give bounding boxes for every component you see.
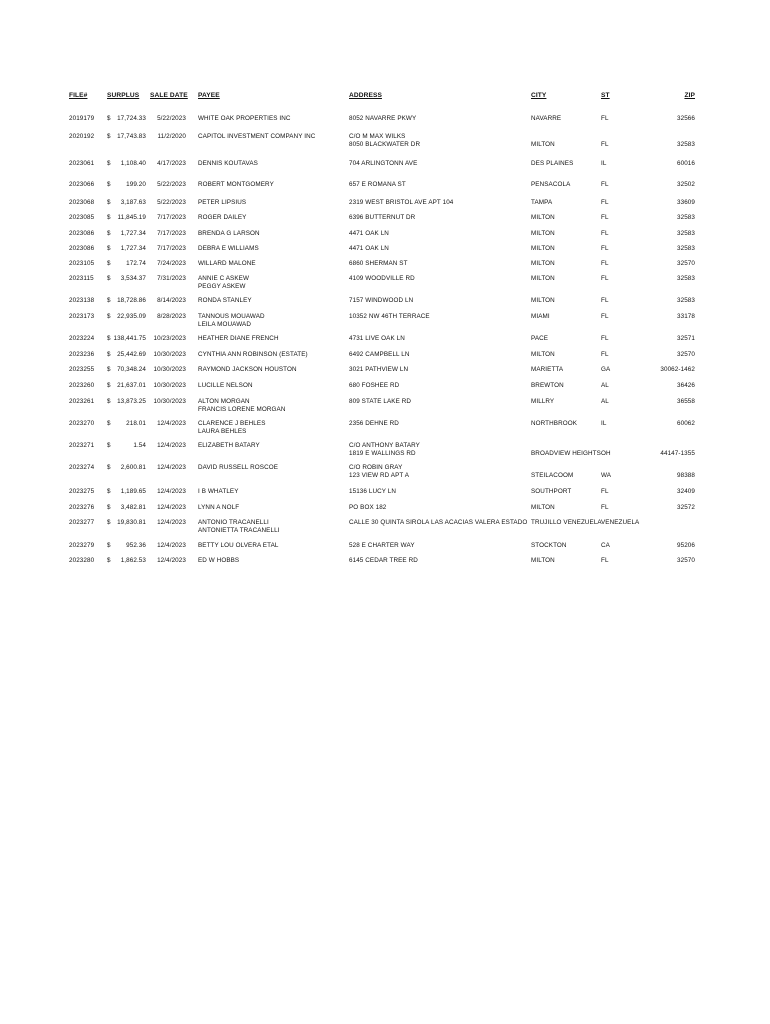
- sale-date: 12/4/2023: [157, 488, 186, 495]
- surplus-amount: 70,348.24: [117, 366, 146, 373]
- zip: 32583: [676, 297, 695, 304]
- address: [349, 230, 389, 238]
- city: MILTON: [531, 275, 555, 282]
- state: FL: [601, 335, 609, 342]
- address: [349, 557, 418, 565]
- sale-date: 10/30/2023: [153, 366, 186, 373]
- currency-symbol: $: [107, 199, 111, 206]
- header-zip: ZIP: [684, 92, 695, 99]
- city: MILTON: [531, 297, 555, 304]
- zip: 32572: [676, 504, 695, 511]
- sale-date: 8/28/2023: [157, 313, 186, 320]
- currency-symbol: $: [107, 181, 111, 188]
- header-payee: PAYEE: [198, 92, 220, 99]
- city: BREWTON: [531, 382, 564, 389]
- surplus-amount: 1.54: [133, 442, 146, 449]
- city: MILTON: [531, 214, 555, 221]
- address: [349, 542, 415, 550]
- payee-line: ELIZABETH BATARY: [198, 442, 260, 449]
- file-number: 2023224: [69, 335, 95, 342]
- currency-symbol: $: [107, 382, 111, 389]
- state: FL: [601, 141, 609, 148]
- payee-line: CAPITOL INVESTMENT COMPANY INC: [198, 133, 316, 140]
- payee: [198, 366, 297, 374]
- payee-line: PETER LIPSIUS: [198, 199, 247, 206]
- payee-line: DEBRA E WILLIAMS: [198, 245, 259, 252]
- address: [349, 442, 420, 458]
- state: IL: [601, 420, 607, 427]
- zip: 32583: [676, 141, 695, 148]
- file-number: 2023115: [69, 275, 94, 282]
- currency-symbol: $: [107, 488, 111, 495]
- currency-symbol: $: [107, 214, 111, 221]
- surplus-amount: 17,724.33: [117, 115, 146, 122]
- currency-symbol: $: [107, 115, 111, 122]
- address: [349, 366, 408, 374]
- file-number: 2023061: [69, 160, 95, 167]
- address-line: C/O M MAX WILKS: [349, 133, 406, 140]
- city: MILTON: [531, 260, 555, 267]
- payee: [198, 160, 258, 168]
- city: TRUJILLO VENEZUELA: [531, 519, 602, 526]
- address-line: 4471 OAK LN: [349, 230, 389, 237]
- zip: 36558: [676, 398, 695, 405]
- address-line: 2356 DEHNE RD: [349, 420, 399, 427]
- city: MARIETTA: [531, 366, 564, 373]
- address-line: 1819 E WALLINGS RD: [349, 450, 416, 457]
- state: FL: [601, 275, 609, 282]
- currency-symbol: $: [107, 542, 111, 549]
- currency-symbol: $: [107, 557, 111, 564]
- payee: [198, 335, 279, 343]
- address: [349, 275, 415, 283]
- payee-line: RONDA STANLEY: [198, 297, 252, 304]
- payee: [198, 199, 246, 207]
- table-header: [0, 92, 770, 106]
- surplus-amount: 18,728.86: [117, 297, 146, 304]
- payee: [198, 557, 239, 565]
- payee: [198, 214, 246, 222]
- state: IL: [601, 160, 607, 167]
- address-line: 7157 WINDWOOD LN: [349, 297, 414, 304]
- file-number: 2023277: [69, 519, 95, 526]
- surplus-amount: 3,534.37: [120, 275, 146, 282]
- surplus-amount: 1,727.34: [120, 230, 146, 237]
- zip: 32583: [676, 245, 695, 252]
- payee-line: LUCILLE NELSON: [198, 382, 253, 389]
- state: FL: [601, 214, 609, 221]
- zip: 33609: [676, 199, 695, 206]
- surplus-amount: 21,637.01: [117, 382, 146, 389]
- address-line: 15136 LUCY LN: [349, 488, 397, 495]
- zip: 95206: [676, 542, 695, 549]
- address-line: 4731 LIVE OAK LN: [349, 335, 405, 342]
- payee: [198, 420, 266, 436]
- state: FL: [601, 245, 609, 252]
- header-sale-date: SALE DATE: [150, 92, 188, 99]
- file-number: 2023138: [69, 297, 95, 304]
- file-number: 2023105: [69, 260, 95, 267]
- city: MILTON: [531, 557, 555, 564]
- address: [349, 420, 399, 428]
- address-line: 657 E ROMANA ST: [349, 181, 406, 188]
- state: FL: [601, 297, 609, 304]
- file-number: 2023274: [69, 464, 95, 471]
- zip: 32570: [676, 557, 695, 564]
- zip: 60062: [676, 420, 695, 427]
- payee: [198, 260, 256, 268]
- payee: [198, 382, 253, 390]
- currency-symbol: $: [107, 504, 111, 511]
- state: AL: [601, 398, 609, 405]
- city: DES PLAINES: [531, 160, 574, 167]
- payee-line: ANNIE C ASKEW: [198, 275, 249, 282]
- city: TAMPA: [531, 199, 553, 206]
- address: [349, 335, 405, 343]
- sale-date: 12/4/2023: [157, 557, 186, 564]
- payee: [198, 351, 308, 359]
- payee-line: I B WHATLEY: [198, 488, 239, 495]
- currency-symbol: $: [107, 420, 111, 427]
- state: FL: [601, 115, 609, 122]
- state: VENEZUELA: [601, 519, 640, 526]
- surplus-amount: 25,442.69: [117, 351, 146, 358]
- payee: [198, 297, 252, 305]
- city: MILTON: [531, 141, 555, 148]
- address-line: 2319 WEST BRISTOL AVE APT 104: [349, 199, 454, 206]
- currency-symbol: $: [107, 442, 111, 449]
- file-number: 2023260: [69, 382, 95, 389]
- address: [349, 133, 420, 149]
- address-line: 8052 NAVARRE PKWY: [349, 115, 417, 122]
- zip: 32502: [676, 181, 695, 188]
- header-city: CITY: [531, 92, 547, 99]
- file-number: 2023066: [69, 181, 95, 188]
- file-number: 2023279: [69, 542, 95, 549]
- address-line: 528 E CHARTER WAY: [349, 542, 415, 549]
- state: FL: [601, 504, 609, 511]
- sale-date: 5/22/2023: [157, 181, 186, 188]
- payee: [198, 230, 260, 238]
- zip: 32570: [676, 351, 695, 358]
- surplus-amount: 17,743.83: [117, 133, 146, 140]
- surplus-amount: 13,873.25: [117, 398, 146, 405]
- surplus-amount: 952.36: [126, 542, 146, 549]
- address: [349, 398, 411, 406]
- address-line: 6492 CAMPBELL LN: [349, 351, 410, 358]
- city: PENSACOLA: [531, 181, 571, 188]
- address-line: 123 VIEW RD APT A: [349, 472, 410, 479]
- address-line: 704 ARLINGTONN AVE: [349, 160, 418, 167]
- payee: [198, 181, 274, 189]
- zip: 33178: [676, 313, 695, 320]
- header-address: ADDRESS: [349, 92, 382, 99]
- surplus-amount: 218.01: [126, 420, 146, 427]
- zip: 32566: [676, 115, 695, 122]
- surplus-amount: 138,441.75: [113, 335, 146, 342]
- surplus-amount: 199.20: [126, 181, 146, 188]
- address: [349, 313, 430, 321]
- address: [349, 464, 409, 480]
- sale-date: 10/30/2023: [153, 351, 186, 358]
- address-line: 6860 SHERMAN ST: [349, 260, 408, 267]
- zip: 32571: [676, 335, 695, 342]
- file-number: 2023086: [69, 245, 95, 252]
- payee-line: PEGGY ASKEW: [198, 283, 246, 290]
- currency-symbol: $: [107, 245, 111, 252]
- zip: 32583: [676, 275, 695, 282]
- surplus-amount: 1,727.34: [120, 245, 146, 252]
- surplus-amount: 172.74: [126, 260, 146, 267]
- state: FL: [601, 557, 609, 564]
- header-surplus: SURPLUS: [107, 92, 140, 99]
- payee-line: WHITE OAK PROPERTIES INC: [198, 115, 291, 122]
- state: FL: [601, 199, 609, 206]
- sale-date: 12/4/2023: [157, 420, 186, 427]
- payee-line: TANNOUS MOUAWAD: [198, 313, 265, 320]
- header-st: ST: [601, 92, 610, 99]
- payee-line: LAURA BEHLES: [198, 428, 247, 435]
- sale-date: 7/24/2023: [157, 260, 186, 267]
- state: FL: [601, 230, 609, 237]
- payee-line: CYNTHIA ANN ROBINSON (ESTATE): [198, 351, 308, 358]
- payee-line: ANTONIO TRACANELLI: [198, 519, 269, 526]
- currency-symbol: $: [107, 313, 111, 320]
- payee: [198, 245, 259, 253]
- zip: 32570: [676, 260, 695, 267]
- payee: [198, 442, 260, 450]
- payee-line: WILLARD MALONE: [198, 260, 256, 267]
- address-line: 809 STATE LAKE RD: [349, 398, 412, 405]
- payee-line: ED W HOBBS: [198, 557, 240, 564]
- state: FL: [601, 351, 609, 358]
- sale-date: 12/4/2023: [157, 519, 186, 526]
- sale-date: 8/14/2023: [157, 297, 186, 304]
- address: [349, 115, 416, 123]
- state: FL: [601, 260, 609, 267]
- zip: 98388: [676, 472, 695, 479]
- payee: [198, 115, 291, 123]
- currency-symbol: $: [107, 398, 111, 405]
- address: [349, 488, 396, 496]
- zip: 32409: [676, 488, 695, 495]
- currency-symbol: $: [107, 464, 111, 471]
- surplus-amount: 1,189.65: [120, 488, 146, 495]
- surplus-amount: 1,862.53: [120, 557, 146, 564]
- file-number: 2023236: [69, 351, 95, 358]
- surplus-amount: 19,830.81: [117, 519, 146, 526]
- address: [349, 160, 417, 168]
- payee-line: BRENDA G LARSON: [198, 230, 260, 237]
- sale-date: 12/4/2023: [157, 542, 186, 549]
- zip: 32583: [676, 214, 695, 221]
- zip: 32583: [676, 230, 695, 237]
- file-number: 2023280: [69, 557, 95, 564]
- city: MILTON: [531, 351, 555, 358]
- currency-symbol: $: [107, 297, 111, 304]
- payee: [198, 464, 278, 472]
- address-line: C/O ANTHONY BATARY: [349, 442, 420, 449]
- surplus-amount: 3,187.63: [120, 199, 146, 206]
- address-line: 3021 PATHVIEW LN: [349, 366, 409, 373]
- sale-date: 5/22/2023: [157, 199, 186, 206]
- currency-symbol: $: [107, 351, 111, 358]
- sale-date: 7/17/2023: [157, 245, 186, 252]
- payee: [198, 488, 239, 496]
- sale-date: 12/4/2023: [157, 464, 186, 471]
- file-number: 2023068: [69, 199, 95, 206]
- sale-date: 5/22/2023: [157, 115, 186, 122]
- currency-symbol: $: [107, 260, 111, 267]
- surplus-amount: 3,482.81: [120, 504, 146, 511]
- surplus-amount: 1,108.40: [120, 160, 146, 167]
- address: [349, 181, 406, 189]
- payee-line: LYNN A NOLF: [198, 504, 240, 511]
- address: [349, 199, 453, 207]
- payee-line: HEATHER DIANE FRENCH: [198, 335, 279, 342]
- sale-date: 7/31/2023: [157, 275, 186, 282]
- city: SOUTHPORT: [531, 488, 572, 495]
- address-line: 680 FOSHEE RD: [349, 382, 400, 389]
- address: [349, 519, 527, 527]
- header-file: FILE#: [69, 92, 88, 99]
- city: BROADVIEW HEIGHTS: [531, 450, 601, 457]
- address: [349, 504, 386, 512]
- file-number: 2019179: [69, 115, 95, 122]
- state: GA: [601, 366, 611, 373]
- state: FL: [601, 488, 609, 495]
- state: FL: [601, 313, 609, 320]
- zip: 60016: [676, 160, 695, 167]
- file-number: 2023275: [69, 488, 95, 495]
- file-number: 2023255: [69, 366, 95, 373]
- payee: [198, 504, 239, 512]
- payee-line: DENNIS KOUTAVAS: [198, 160, 258, 167]
- address: [349, 382, 399, 390]
- payee-line: ALTON MORGAN: [198, 398, 250, 405]
- sale-date: 7/17/2023: [157, 214, 186, 221]
- payee-line: LEILA MOUAWAD: [198, 321, 251, 328]
- sale-date: 12/4/2023: [157, 504, 186, 511]
- currency-symbol: $: [107, 335, 111, 342]
- address-line: 6396 BUTTERNUT DR: [349, 214, 416, 221]
- address-line: 4471 OAK LN: [349, 245, 389, 252]
- address: [349, 351, 410, 359]
- city: STEILACOOM: [531, 472, 574, 479]
- address-line: CALLE 30 QUINTA SIROLA LAS ACACIAS VALERA ESTADO: [349, 519, 528, 526]
- state: CA: [601, 542, 610, 549]
- city: MIAMI: [531, 313, 550, 320]
- address: [349, 260, 408, 268]
- file-number: 2023271: [69, 442, 95, 449]
- sale-date: 4/17/2023: [157, 160, 186, 167]
- surplus-amount: 22,935.09: [117, 313, 146, 320]
- currency-symbol: $: [107, 366, 111, 373]
- address-line: C/O ROBIN GRAY: [349, 464, 403, 471]
- payee-line: BETTY LOU OLVERA ETAL: [198, 542, 279, 549]
- address: [349, 214, 415, 222]
- address-line: PO BOX 182: [349, 504, 387, 511]
- sale-date: 10/30/2023: [153, 382, 186, 389]
- payee-line: ANTONIETTA TRACANELLI: [198, 527, 280, 534]
- city: MILTON: [531, 245, 555, 252]
- file-number: 2023261: [69, 398, 95, 405]
- city: PACE: [531, 335, 549, 342]
- address-line: 6145 CEDAR TREE RD: [349, 557, 418, 564]
- currency-symbol: $: [107, 160, 111, 167]
- state: AL: [601, 382, 609, 389]
- zip: 44147-1355: [660, 450, 695, 457]
- city: MILLRY: [531, 398, 555, 405]
- payee-line: ROBERT MONTGOMERY: [198, 181, 274, 188]
- address-line: 4109 WOODVILLE RD: [349, 275, 415, 282]
- sale-date: 10/23/2023: [153, 335, 186, 342]
- sale-date: 11/2/2020: [157, 133, 186, 140]
- file-number: 2023173: [69, 313, 95, 320]
- currency-symbol: $: [107, 275, 111, 282]
- payee-line: RAYMOND JACKSON HOUSTON: [198, 366, 297, 373]
- payee: [198, 133, 315, 141]
- city: NAVARRE: [531, 115, 562, 122]
- file-number: 2023085: [69, 214, 95, 221]
- state: FL: [601, 181, 609, 188]
- address: [349, 297, 413, 305]
- currency-symbol: $: [107, 133, 111, 140]
- file-number: 2020192: [69, 133, 95, 140]
- payee: [198, 542, 279, 550]
- sale-date: 7/17/2023: [157, 230, 186, 237]
- address-line: 8050 BLACKWATER DR: [349, 141, 421, 148]
- sale-date: 10/30/2023: [153, 398, 186, 405]
- city: NORTHBROOK: [531, 420, 578, 427]
- state: OH: [601, 450, 611, 457]
- payee-line: CLARENCE J BEHLES: [198, 420, 266, 427]
- payee: [198, 313, 265, 329]
- payee-line: FRANCIS LORENE MORGAN: [198, 406, 286, 413]
- sale-date: 12/4/2023: [157, 442, 186, 449]
- city: MILTON: [531, 504, 555, 511]
- file-number: 2023270: [69, 420, 95, 427]
- zip: 30062-1462: [660, 366, 695, 373]
- payee-line: ROGER DAILEY: [198, 214, 247, 221]
- city: MILTON: [531, 230, 555, 237]
- payee-line: DAVID RUSSELL ROSCOE: [198, 464, 279, 471]
- zip: 36426: [676, 382, 695, 389]
- payee: [198, 398, 285, 414]
- file-number: 2023276: [69, 504, 95, 511]
- address-line: 10352 NW 46TH TERRACE: [349, 313, 430, 320]
- surplus-amount: 2,600.81: [120, 464, 146, 471]
- file-number: 2023086: [69, 230, 95, 237]
- address: [349, 245, 389, 253]
- payee: [198, 519, 280, 535]
- state: WA: [601, 472, 612, 479]
- payee: [198, 275, 249, 291]
- surplus-amount: 11,845.19: [117, 214, 146, 221]
- currency-symbol: $: [107, 519, 111, 526]
- city: STOCKTON: [531, 542, 567, 549]
- currency-symbol: $: [107, 230, 111, 237]
